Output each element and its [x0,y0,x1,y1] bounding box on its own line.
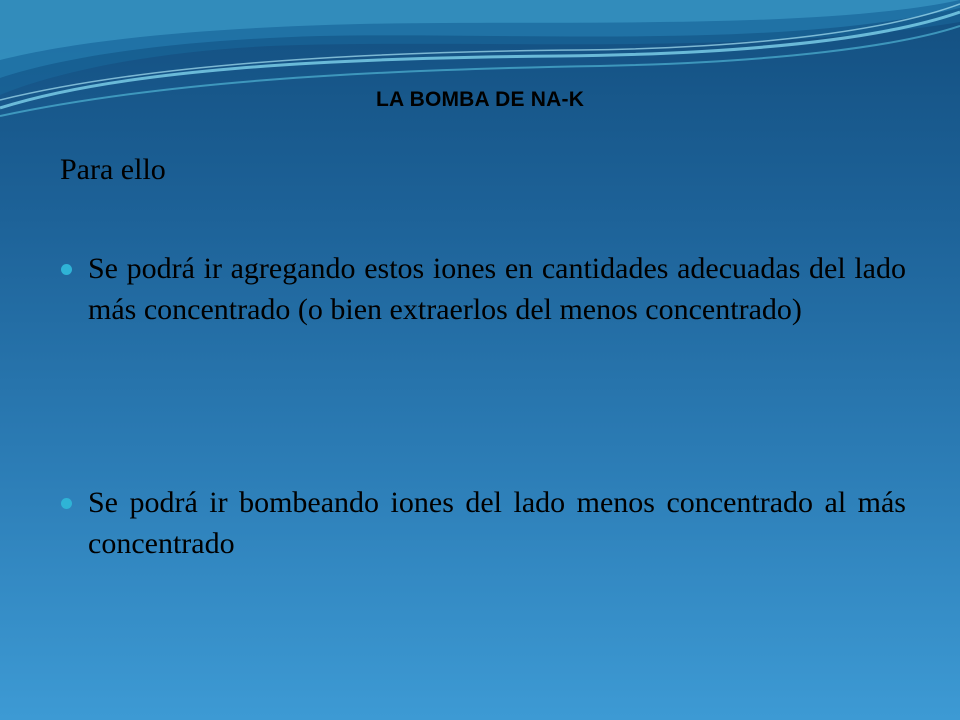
bullet-item [60,482,906,564]
bullet-text: Se podrá ir bombeando iones del lado menos concentrado al más concentrado [88,486,906,560]
bullet-item [60,248,906,330]
lead-text: Para ello [60,153,166,186]
bullet-icon [61,498,72,509]
bullet-text: Se podrá ir agregando estos iones en cantidades adecuadas del lado más concentrado (o bien extraerlos del menos concentrado) [88,252,906,326]
bullet-icon [61,264,72,275]
slide-title: LA BOMBA DE NA-K [375,88,585,111]
